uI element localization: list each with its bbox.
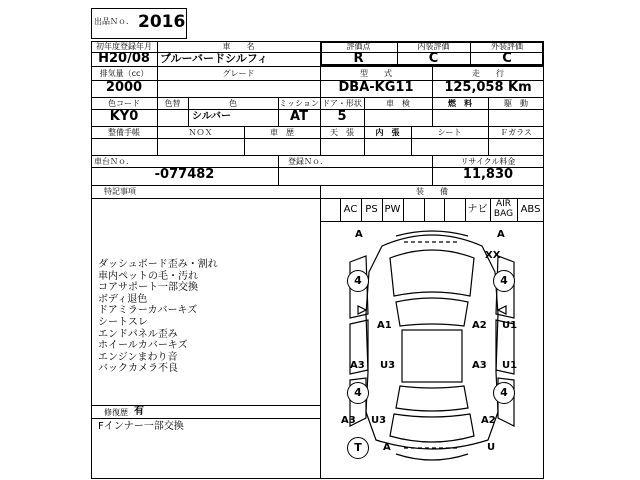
mark-door-right: A2 <box>472 320 487 331</box>
remark-line: コアサポート一部交換 <box>98 282 198 294</box>
equipment-item: PW <box>384 204 401 215</box>
reg-year-value: H20/08 <box>98 51 150 66</box>
car-name-label: 車 名 <box>222 42 255 51</box>
remark-line: シートスレ <box>98 317 148 328</box>
history-label: 車 歴 <box>270 128 294 137</box>
reg-no-label: 登録Ｎｏ． <box>288 157 328 166</box>
fglass-label: Ｆガラス <box>500 128 532 137</box>
repair-label: 修復歴 <box>104 408 128 417</box>
repair-value: 有 <box>134 406 144 417</box>
mark-rear-right-1: A3 <box>472 360 487 371</box>
grade-label: グレード <box>222 69 255 78</box>
mark-front-right-2: XX <box>485 250 501 261</box>
displacement-label: 排気量（cc） <box>99 69 149 78</box>
equipment-label: 装 備 <box>416 187 448 196</box>
doors-value: 5 <box>337 109 347 124</box>
interior-trim-label: 内 張 <box>375 128 400 137</box>
repair-note: Fインナー一部交換 <box>98 421 184 432</box>
remarks-label: 特記事項 <box>104 187 136 196</box>
mileage-value: 125,058 Km <box>444 80 532 95</box>
interior-value: C <box>428 51 439 66</box>
nox-label: ＮＯＸ <box>188 128 213 137</box>
lot-number-label: 出品Ｎｏ． <box>94 17 134 26</box>
tire-rear-left: 4 <box>347 382 369 404</box>
mileage-label: 走 行 <box>472 69 504 78</box>
mark-trunk-u: U <box>487 442 496 453</box>
mark-front-left: A <box>355 229 363 240</box>
mark-rear-left-1: A3 <box>350 360 365 371</box>
interior-label: 内装評価 <box>417 42 450 51</box>
equipment-item: AC <box>343 204 358 215</box>
model-label: 型 式 <box>360 69 392 78</box>
model-value: DBA-KG11 <box>338 80 414 95</box>
score-value: R <box>353 51 364 66</box>
mark-door-left: A1 <box>377 320 392 331</box>
remark-line: ドアミラーカバーキズ <box>98 305 198 317</box>
sunroof-label: 天 張 <box>330 128 354 137</box>
reg-year-label: 初年度登録年月 <box>96 42 152 51</box>
manual-label: 整備手帳 <box>108 128 140 137</box>
tire-rear-right: 4 <box>493 382 515 404</box>
equipment-item: ABS <box>520 204 541 215</box>
color-code-label: 色コード <box>108 99 140 108</box>
mission-value: AT <box>290 109 308 124</box>
equipment-item: AIR BAG <box>493 199 514 219</box>
inspection-label: 車 検 <box>386 99 410 108</box>
recycle-value: 11,830 <box>462 167 514 182</box>
car-name-value: ブルーバードシルフィ <box>160 52 268 65</box>
color-change-label: 色替 <box>164 99 181 108</box>
mark-back-left-1: A3 <box>341 415 356 426</box>
remark-line: ダッシュボード歪み・割れ <box>98 259 218 270</box>
remark-line: ボディ退色 <box>98 293 148 305</box>
chassis-label: 車台Ｎｏ． <box>94 157 134 166</box>
mark-back-right: A2 <box>481 415 496 426</box>
mark-back-left-2: U3 <box>371 415 387 426</box>
remark-line: ホイールカバーキズ <box>98 340 188 352</box>
equipment-item: ナビ <box>467 204 488 215</box>
doors-label: ドア・形状 <box>322 99 362 108</box>
color-label: 色 <box>229 99 237 108</box>
seat-label: シート <box>437 128 462 137</box>
equipment-grid <box>320 198 544 222</box>
color-value: シルバー <box>192 111 232 122</box>
remark-line: エンジンまわり音 <box>98 351 178 363</box>
remark-line: エンドパネル歪み <box>98 328 178 340</box>
mark-rear-right-2: U1 <box>502 360 518 371</box>
score-label: 評価点 <box>346 42 371 51</box>
exterior-value: C <box>502 51 512 66</box>
tire-front-right: 4 <box>493 270 515 292</box>
displacement-value: 2000 <box>105 80 143 95</box>
remark-line: バックカメラ不良 <box>98 363 178 375</box>
remark-line: 車内ペットの毛・汚れ <box>98 270 198 282</box>
trunk-t-marker: T <box>347 437 369 459</box>
lot-number: 2016 <box>138 12 186 32</box>
tire-front-left: 4 <box>347 270 369 292</box>
mission-label: ミッション <box>279 99 319 108</box>
recycle-label: リサイクル料金 <box>460 157 516 166</box>
mark-trunk-a: A <box>383 442 391 453</box>
drive-label: 駆 動 <box>504 99 528 108</box>
mark-rear-left-2: U3 <box>380 360 396 371</box>
chassis-value: -077482 <box>154 167 215 182</box>
color-code-value: KY0 <box>109 109 139 124</box>
fuel-label: 燃 料 <box>448 99 472 108</box>
equipment-item: PS <box>365 204 378 215</box>
exterior-label: 外装評価 <box>491 42 523 51</box>
mark-door-right-2: U1 <box>502 320 518 331</box>
mark-front-right: A <box>497 229 505 240</box>
